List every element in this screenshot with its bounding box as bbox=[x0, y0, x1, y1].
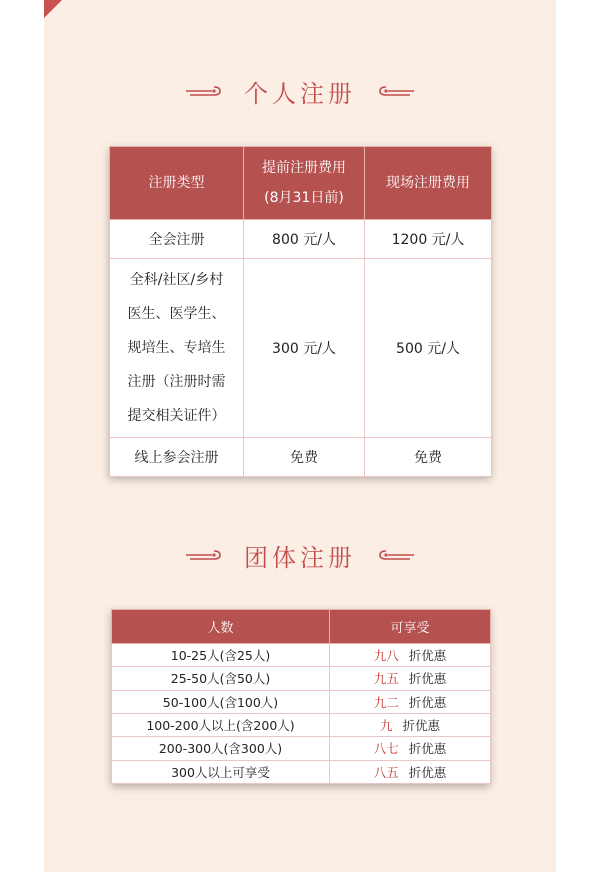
table-row bbox=[110, 220, 492, 259]
cloud-ornament-right-icon bbox=[374, 83, 416, 99]
cell-onsite: 500 元/人 bbox=[365, 259, 492, 438]
cell-type-line: 全科/社区/乡村 bbox=[129, 272, 224, 288]
cloud-ornament-left-icon bbox=[184, 83, 226, 99]
table-row bbox=[110, 259, 492, 438]
section-title-text: 个人注册 bbox=[244, 79, 356, 108]
table-row bbox=[112, 713, 491, 736]
cell-early: 300 元/人 bbox=[244, 259, 365, 438]
table-row bbox=[112, 690, 491, 713]
discount-suffix: 折优惠 bbox=[408, 671, 447, 687]
cell-people: 200-300人(含300人) bbox=[112, 737, 330, 760]
cell-early: 800 元/人 bbox=[244, 220, 365, 259]
header-people: 人数 bbox=[112, 610, 330, 644]
header-type: 注册类型 bbox=[110, 147, 244, 220]
cell-discount bbox=[330, 760, 491, 783]
group-registration-table bbox=[111, 609, 490, 784]
discount-value: 九二 bbox=[373, 694, 399, 710]
table-row bbox=[112, 760, 491, 783]
cell-people: 100-200人以上(含200人) bbox=[112, 713, 330, 736]
cloud-ornament-left-icon bbox=[184, 547, 226, 563]
header-discount: 可享受 bbox=[330, 610, 491, 644]
discount-value: 八七 bbox=[373, 741, 399, 757]
table-row bbox=[112, 737, 491, 760]
cell-type bbox=[110, 259, 244, 438]
cell-type: 全会注册 bbox=[110, 220, 244, 259]
table-row bbox=[112, 644, 491, 667]
cell-early: 免费 bbox=[244, 438, 365, 477]
discount-suffix: 折优惠 bbox=[408, 694, 447, 710]
table-row bbox=[112, 667, 491, 690]
cell-type-line: 提交相关证件） bbox=[127, 408, 226, 424]
cell-type-line: 规培生、专培生 bbox=[127, 340, 226, 356]
discount-suffix: 折优惠 bbox=[408, 648, 447, 664]
discount-value: 九 bbox=[379, 718, 393, 734]
cell-type-line: 医生、医学生、 bbox=[127, 306, 226, 322]
cell-discount bbox=[330, 644, 491, 667]
cell-discount bbox=[330, 690, 491, 713]
cell-people: 10-25人(含25人) bbox=[112, 644, 330, 667]
discount-suffix: 折优惠 bbox=[402, 718, 441, 734]
section-title-group bbox=[44, 535, 556, 575]
cell-people: 50-100人(含100人) bbox=[112, 690, 330, 713]
table-header-row bbox=[112, 610, 491, 644]
section-title-individual bbox=[44, 71, 556, 111]
header-early-line1: 提前注册费用 bbox=[262, 160, 346, 176]
discount-value: 八五 bbox=[373, 764, 399, 780]
header-early-fee bbox=[244, 147, 365, 220]
individual-registration-table bbox=[109, 146, 491, 476]
cell-type-line: 注册（注册时需 bbox=[127, 374, 226, 390]
cell-people: 25-50人(含50人) bbox=[112, 667, 330, 690]
cell-discount bbox=[330, 737, 491, 760]
cell-onsite: 免费 bbox=[365, 438, 492, 477]
cloud-ornament-right-icon bbox=[374, 547, 416, 563]
table-row bbox=[110, 438, 492, 477]
discount-suffix: 折优惠 bbox=[408, 764, 447, 780]
cell-discount bbox=[330, 667, 491, 690]
corner-accent bbox=[44, 0, 62, 18]
discount-suffix: 折优惠 bbox=[408, 741, 447, 757]
cell-type: 线上参会注册 bbox=[110, 438, 244, 477]
discount-value: 九八 bbox=[373, 648, 399, 664]
discount-value: 九五 bbox=[373, 671, 399, 687]
header-onsite-fee: 现场注册费用 bbox=[365, 147, 492, 220]
table-header-row bbox=[110, 147, 492, 220]
cell-onsite: 1200 元/人 bbox=[365, 220, 492, 259]
cell-discount bbox=[330, 713, 491, 736]
cell-people: 300人以上可享受 bbox=[112, 760, 330, 783]
section-title-text: 团体注册 bbox=[244, 543, 356, 572]
header-early-line2: (8月31日前) bbox=[264, 190, 344, 206]
